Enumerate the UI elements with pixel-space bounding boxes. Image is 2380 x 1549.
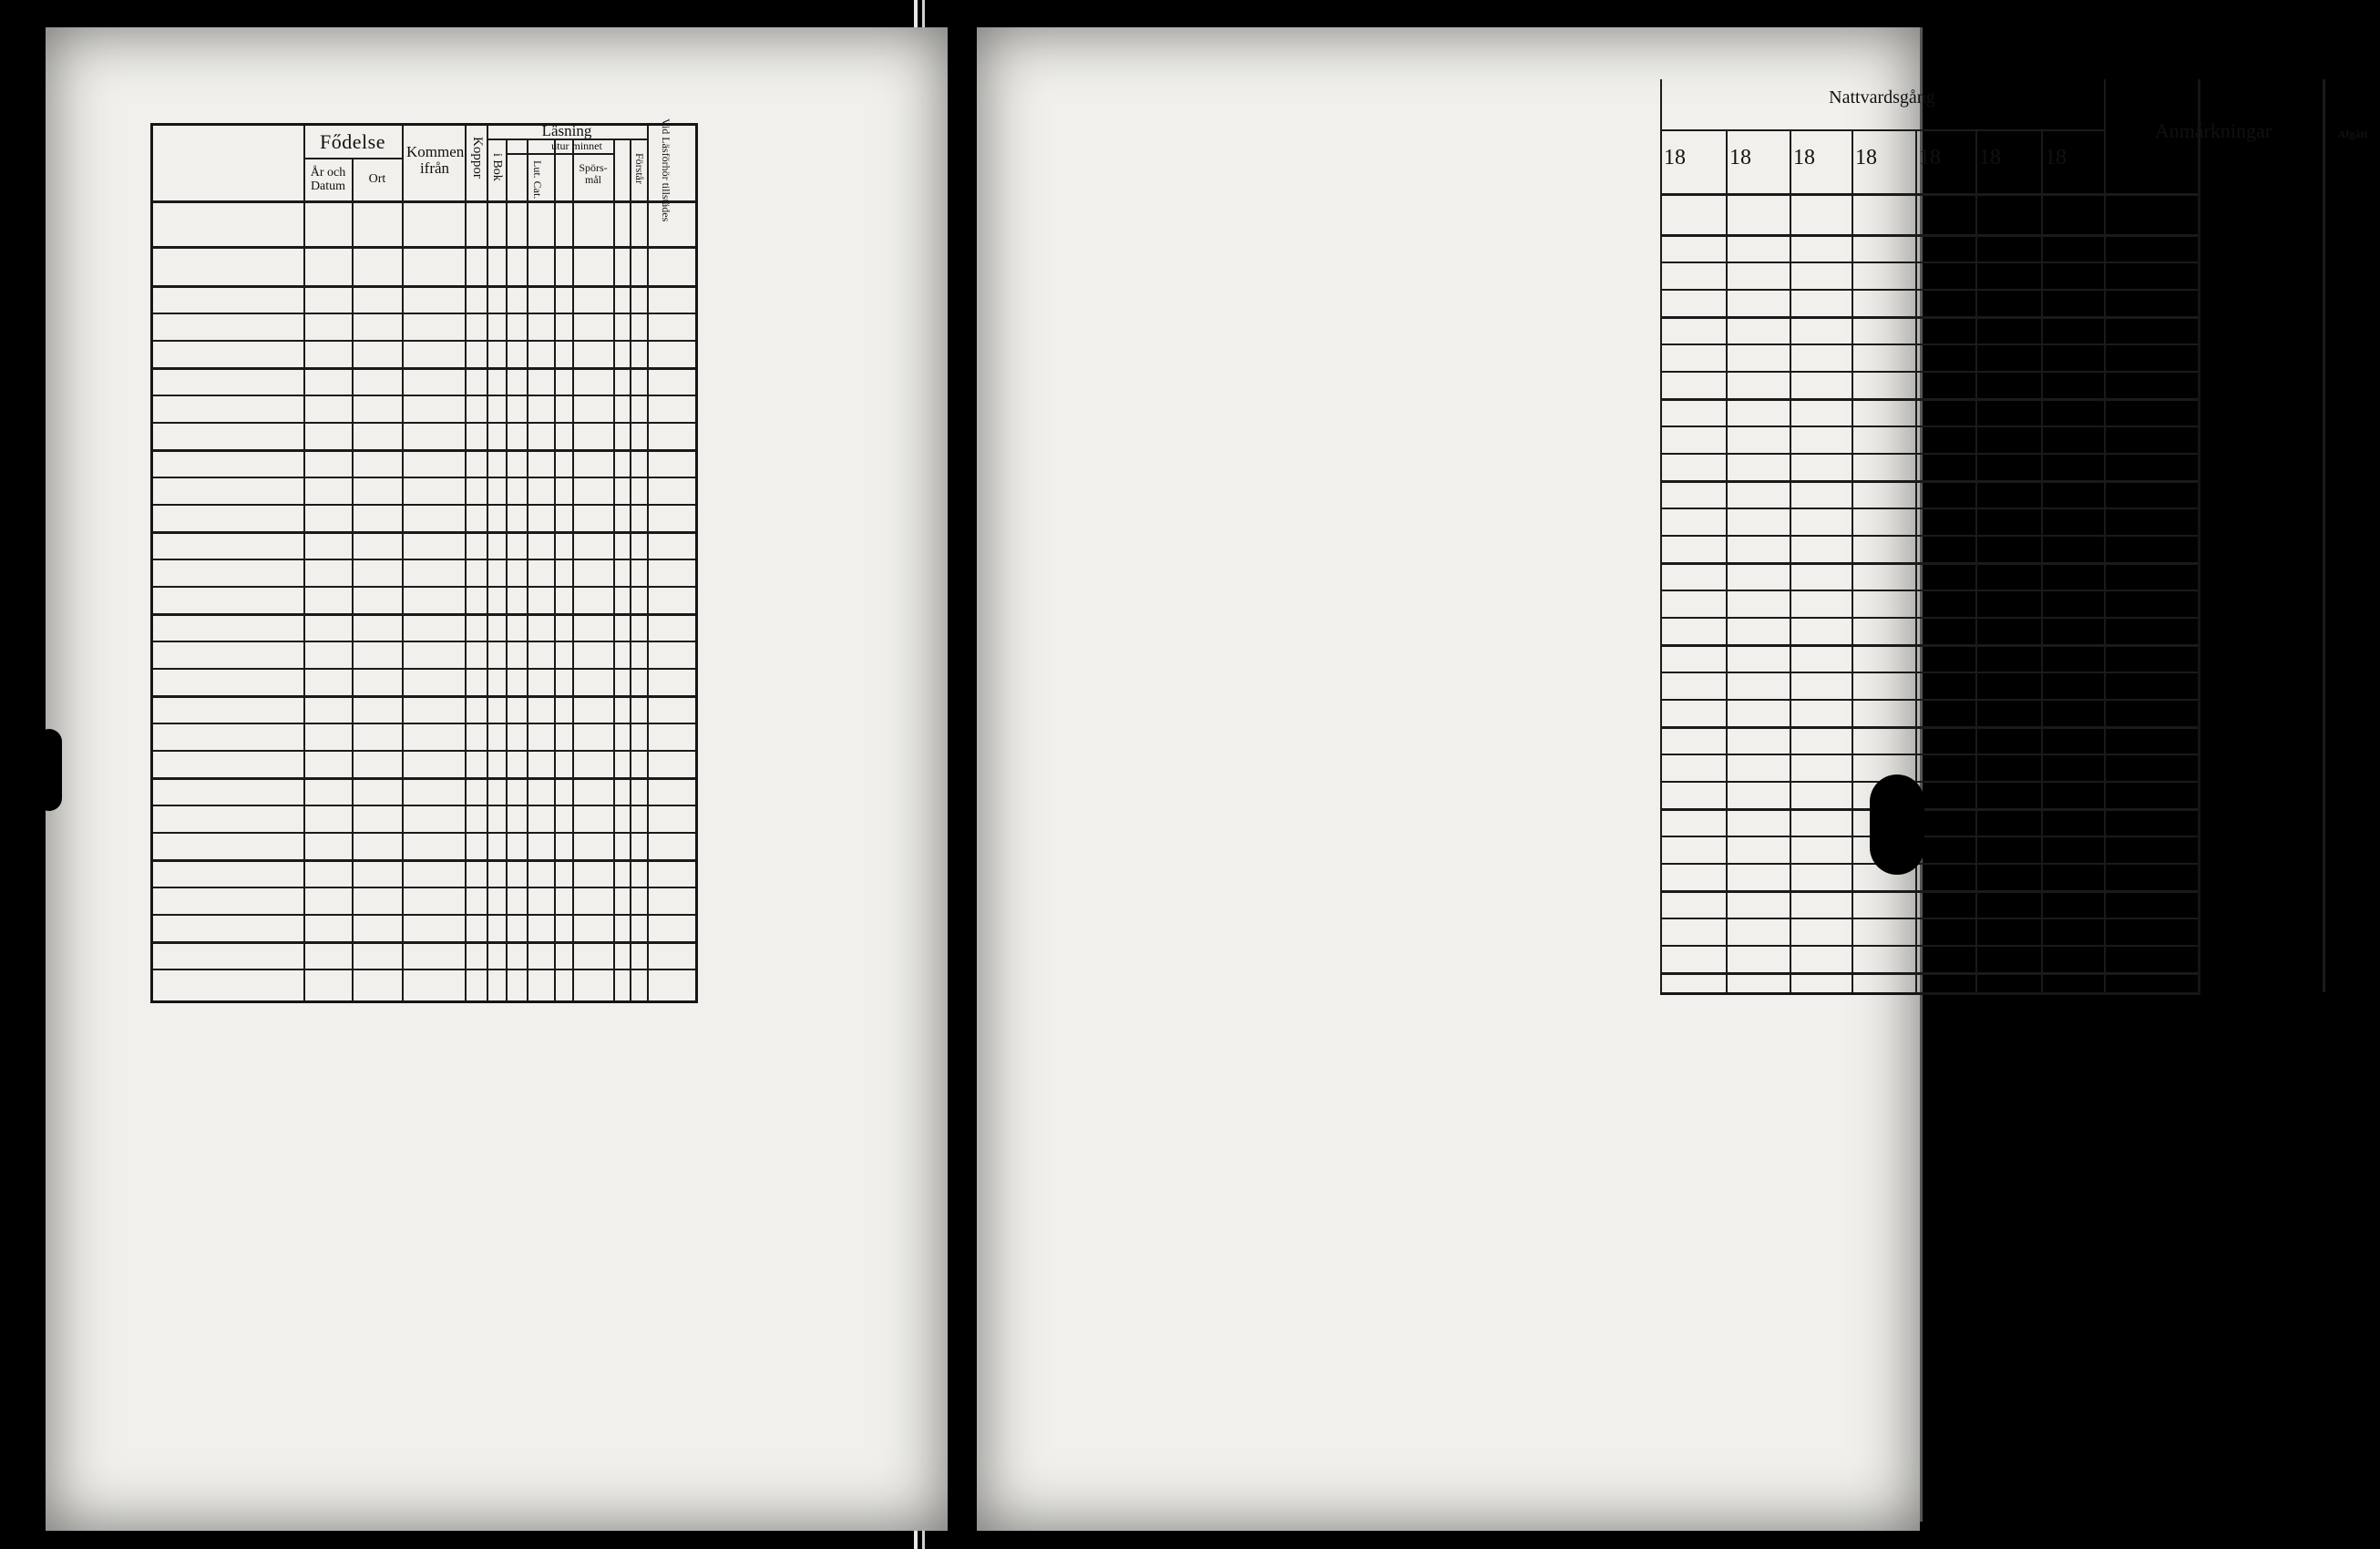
left-ledger-table <box>150 118 698 1003</box>
column-divider <box>630 138 631 1000</box>
page-tab <box>36 729 62 811</box>
ledger-row-line <box>1660 262 2198 263</box>
ledger-row-line <box>153 723 695 724</box>
ledger-row-line <box>1660 699 2198 701</box>
header-divider <box>303 158 402 159</box>
ledger-row-line <box>1660 972 2198 975</box>
ledger-row-line <box>1660 945 2198 947</box>
column-divider <box>506 138 508 1000</box>
ledger-row-line <box>153 395 695 396</box>
ledger-row-line <box>153 805 695 806</box>
header-bottom-line <box>153 200 695 203</box>
ledger-row-line <box>1660 344 2198 345</box>
ledger-row-line <box>153 422 695 424</box>
sporsmal-header: Spörs-mål <box>579 161 608 186</box>
column-divider <box>487 126 488 1000</box>
ledger-row-line <box>153 313 695 314</box>
lut-cat-header: Lut. Cat. <box>531 160 544 200</box>
ledger-row-line <box>153 641 695 642</box>
ledger-row-line <box>153 832 695 834</box>
ledger-row-line <box>153 367 695 370</box>
ledger-row-line <box>153 504 695 506</box>
ledger-row-line <box>1660 234 2198 237</box>
column-divider <box>527 138 528 1000</box>
right-ledger-table <box>1660 79 2368 995</box>
ledger-row-line <box>1660 316 2198 319</box>
ledger-row-line <box>153 887 695 888</box>
ledger-row-line <box>153 859 695 862</box>
year-prefix-5: 18 <box>1919 146 1941 169</box>
ledger-row-line <box>1660 808 2198 811</box>
ledger-row-line <box>1660 371 2198 373</box>
lasning-header: Läsning <box>541 122 592 139</box>
year-prefix-1: 18 <box>1664 146 1686 169</box>
ledger-row-line <box>1660 508 2198 509</box>
ledger-row-line <box>1660 863 2198 865</box>
ar-och-datum-header: År och Datum <box>310 166 346 193</box>
right-page <box>977 27 2368 1531</box>
header-bottom-line <box>153 246 695 249</box>
ledger-row-line <box>1660 562 2198 565</box>
forstar-header: Förstår <box>633 153 646 184</box>
ledger-row-line <box>153 777 695 780</box>
column-divider <box>465 126 467 1000</box>
ledger-row-line <box>153 969 695 970</box>
ledger-row-line <box>153 531 695 534</box>
ledger-row-line <box>153 695 695 698</box>
year-prefix-3: 18 <box>1793 146 1815 169</box>
utur-minnet-header: utur minnet <box>551 139 602 152</box>
column-divider <box>647 126 649 1000</box>
nattvardsgang-header: Nattvardsgång <box>1829 87 1935 108</box>
ledger-row-line <box>1660 672 2198 673</box>
ort-header: Ort <box>368 172 386 186</box>
column-divider <box>572 138 574 1000</box>
ledger-row-line <box>153 941 695 944</box>
ledger-row-line <box>1660 289 2198 291</box>
anmarkningar-header: Anmårkningar <box>2154 119 2272 142</box>
header-divider <box>506 153 613 155</box>
header-divider <box>1660 129 2104 131</box>
column-divider <box>402 126 404 1000</box>
koppor-header: Koppor <box>470 137 485 179</box>
vid-lasforhor-header: Vid Läsförhör tillstädes <box>660 118 672 222</box>
ledger-row-line <box>1660 426 2198 427</box>
ledger-row-line <box>153 449 695 452</box>
ledger-row-line <box>153 340 695 342</box>
ledger-row-line <box>1660 644 2198 647</box>
ledger-row-line <box>1660 754 2198 755</box>
year-prefix-6: 18 <box>1979 146 2001 169</box>
ledger-row-line <box>1660 836 2198 837</box>
ledger-row-line <box>1660 590 2198 591</box>
afgatt-header: Afgått <box>2337 128 2368 140</box>
ledger-row-line <box>153 285 695 288</box>
ledger-row-line <box>153 750 695 752</box>
ledger-row-line <box>1660 480 2198 483</box>
ledger-row-line <box>1660 535 2198 537</box>
ledger-row-line <box>1660 398 2198 401</box>
ledger-row-line <box>1660 726 2198 729</box>
column-divider <box>352 158 354 1000</box>
page-tab <box>1870 774 1924 875</box>
kommen-ifran-header: Kommen ifrån <box>406 143 465 177</box>
column-divider <box>303 126 305 1000</box>
ledger-row-line <box>153 613 695 616</box>
i-bok-header: i Bok <box>490 153 504 181</box>
year-prefix-2: 18 <box>1729 146 1751 169</box>
ledger-row-line <box>1660 918 2198 919</box>
fodelse-header: Fődelse <box>320 130 385 153</box>
ledger-row-line <box>153 559 695 560</box>
header-bottom-line <box>1660 193 2198 196</box>
ledger-row-line <box>1660 617 2198 619</box>
left-page <box>46 27 948 1531</box>
ledger-row-line <box>153 586 695 588</box>
ledger-row-line <box>1660 890 2198 893</box>
column-divider <box>613 138 615 1000</box>
ledger-row-line <box>1660 453 2198 455</box>
ledger-row-line <box>153 477 695 478</box>
ledger-row-line <box>1660 781 2198 783</box>
column-divider <box>554 138 556 1000</box>
year-prefix-7: 18 <box>2045 146 2067 169</box>
ledger-row-line <box>153 914 695 916</box>
column-divider <box>2323 79 2325 992</box>
year-prefix-4: 18 <box>1855 146 1877 169</box>
ledger-row-line <box>153 668 695 670</box>
